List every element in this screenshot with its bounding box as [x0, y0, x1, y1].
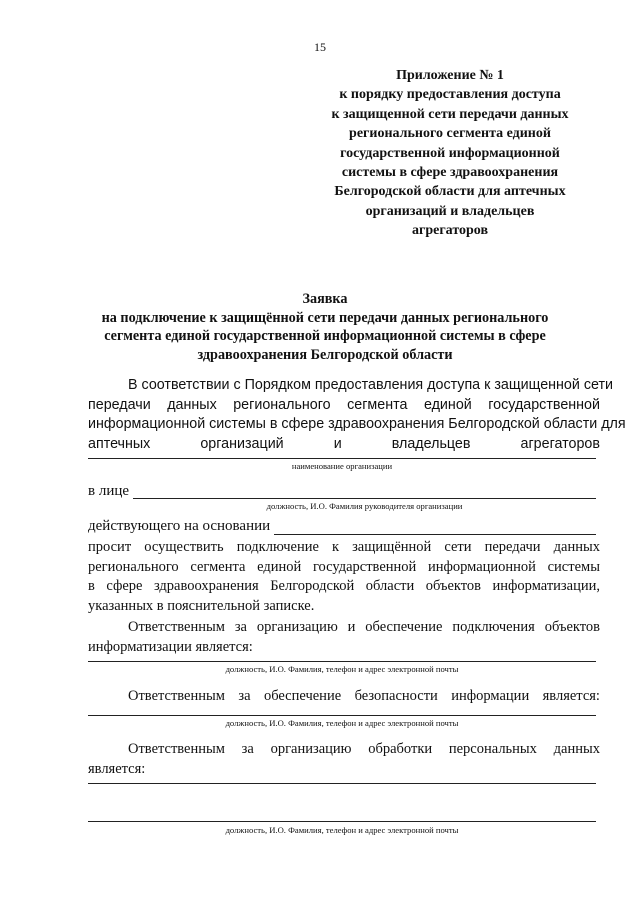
word: организацию	[270, 741, 352, 757]
request-paragraph	[88, 538, 600, 616]
word: государственной	[312, 558, 417, 575]
word: информатизации,	[492, 578, 600, 595]
responsible-personal-paragraph	[88, 740, 600, 779]
appendix-line: к защищенной сети передачи данных	[331, 106, 569, 122]
org-name-field[interactable]	[88, 458, 596, 459]
word: данных	[553, 741, 600, 757]
title-line: здравоохранения Белгородской области	[197, 346, 453, 363]
document-title	[60, 290, 590, 364]
title-line: на подключение к защищённой сети передачи данных регионального	[101, 309, 549, 326]
word: организаций	[200, 435, 284, 452]
request-line: указанных в пояснительной записке.	[88, 597, 315, 614]
intro-line	[88, 435, 600, 455]
responsible-personal-caption: должность, И.О. Фамилия, телефон и адрес электронной почты	[225, 825, 459, 835]
request-line	[88, 538, 600, 558]
word: обеспечение	[263, 688, 342, 704]
responsible-org-line	[88, 618, 600, 638]
word: Ответственным	[128, 741, 225, 757]
represented-caption: должность, И.О. Фамилия руководителя организации	[266, 501, 463, 511]
intro-line: В соответствии с Порядком предоставления доступа к защищенной сети	[128, 377, 614, 393]
basis-field[interactable]	[274, 534, 596, 535]
word: является:	[542, 688, 600, 704]
appendix-line: государственной информационной	[340, 145, 560, 161]
word: сегмента	[190, 558, 246, 575]
responsible-security-field[interactable]	[88, 715, 596, 716]
org-name-caption: наименование организации	[291, 461, 393, 471]
word: регионального	[233, 396, 331, 413]
responsible-org-field[interactable]	[88, 661, 596, 662]
word: государственной	[488, 396, 600, 413]
responsible-personal-field-2[interactable]	[88, 821, 596, 822]
word: информационной	[427, 558, 536, 575]
word: осуществить	[144, 539, 224, 555]
basis-label: действующего на основании	[88, 518, 271, 534]
word: объектов	[544, 619, 600, 635]
word: обработки	[368, 741, 433, 757]
represented-field[interactable]	[133, 498, 596, 499]
appendix-line: агрегаторов	[411, 223, 489, 239]
responsible-org-line: информатизации является:	[88, 638, 253, 655]
word: регионального	[88, 558, 179, 575]
word: просит	[88, 539, 132, 555]
appendix-line: к порядку предоставления доступа	[339, 87, 561, 103]
word: сети	[444, 539, 472, 555]
word: обеспечение	[365, 619, 443, 635]
request-line	[88, 577, 600, 597]
responsible-personal-line: является:	[88, 760, 146, 777]
word: единой	[423, 396, 472, 413]
word: информации	[451, 688, 530, 704]
word: единой	[257, 558, 302, 575]
request-line	[88, 558, 600, 578]
word: сфере	[106, 578, 143, 595]
word: здравоохранения	[153, 578, 259, 595]
word: за	[241, 741, 254, 757]
word: владельцев	[391, 435, 471, 452]
word: персональных	[448, 741, 537, 757]
word: данных	[553, 539, 600, 555]
appendix-line: организаций и владельцев	[365, 203, 535, 219]
intro-line: информационной системы в сфере здравоохранения Белгородской области для	[88, 416, 626, 432]
responsible-security-paragraph	[88, 687, 600, 707]
page-number: 15	[314, 40, 326, 54]
responsible-security-caption: должность, И.О. Фамилия, телефон и адрес электронной почты	[225, 718, 459, 728]
word: к	[331, 539, 340, 555]
intro-line	[88, 396, 600, 416]
word: Ответственным	[128, 619, 225, 635]
word: за	[234, 619, 247, 635]
word: передачи	[484, 539, 541, 555]
word: организацию	[256, 619, 338, 635]
word: агрегаторов	[520, 435, 600, 452]
appendix-line: регионального сегмента единой	[349, 126, 551, 142]
word: объектов	[425, 578, 482, 595]
word: защищённой	[352, 539, 432, 555]
responsible-personal-line	[88, 740, 600, 760]
word: сегмента	[347, 396, 408, 413]
word: Белгородской	[270, 578, 355, 595]
appendix-line: системы в сфере здравоохранения	[341, 165, 559, 181]
word: безопасности	[354, 688, 438, 704]
word: в	[88, 578, 95, 595]
title-heading: Заявка	[302, 291, 348, 307]
word: передачи	[88, 396, 151, 413]
appendix-header	[305, 66, 595, 241]
word: и	[333, 435, 342, 452]
word: подключение	[236, 539, 319, 555]
word: системы	[547, 558, 600, 575]
word: области	[365, 578, 415, 595]
word: данных	[167, 396, 217, 413]
intro-paragraph	[88, 376, 626, 454]
title-line: сегмента единой государственной информационной системы в сфере	[104, 328, 546, 344]
responsible-security-line	[88, 687, 600, 707]
appendix-line: Белгородской области для аптечных	[334, 184, 566, 200]
word: за	[238, 688, 251, 704]
word: Ответственным	[128, 688, 225, 704]
responsible-org-caption: должность, И.О. Фамилия, телефон и адрес электронной почты	[225, 664, 459, 674]
word: подключения	[452, 619, 535, 635]
responsible-personal-field-1[interactable]	[88, 783, 596, 784]
appendix-line: Приложение № 1	[396, 68, 504, 83]
word: аптечных	[88, 435, 151, 452]
word: и	[347, 619, 356, 635]
represented-label: в лице	[88, 483, 130, 499]
responsible-org-paragraph	[88, 618, 600, 657]
